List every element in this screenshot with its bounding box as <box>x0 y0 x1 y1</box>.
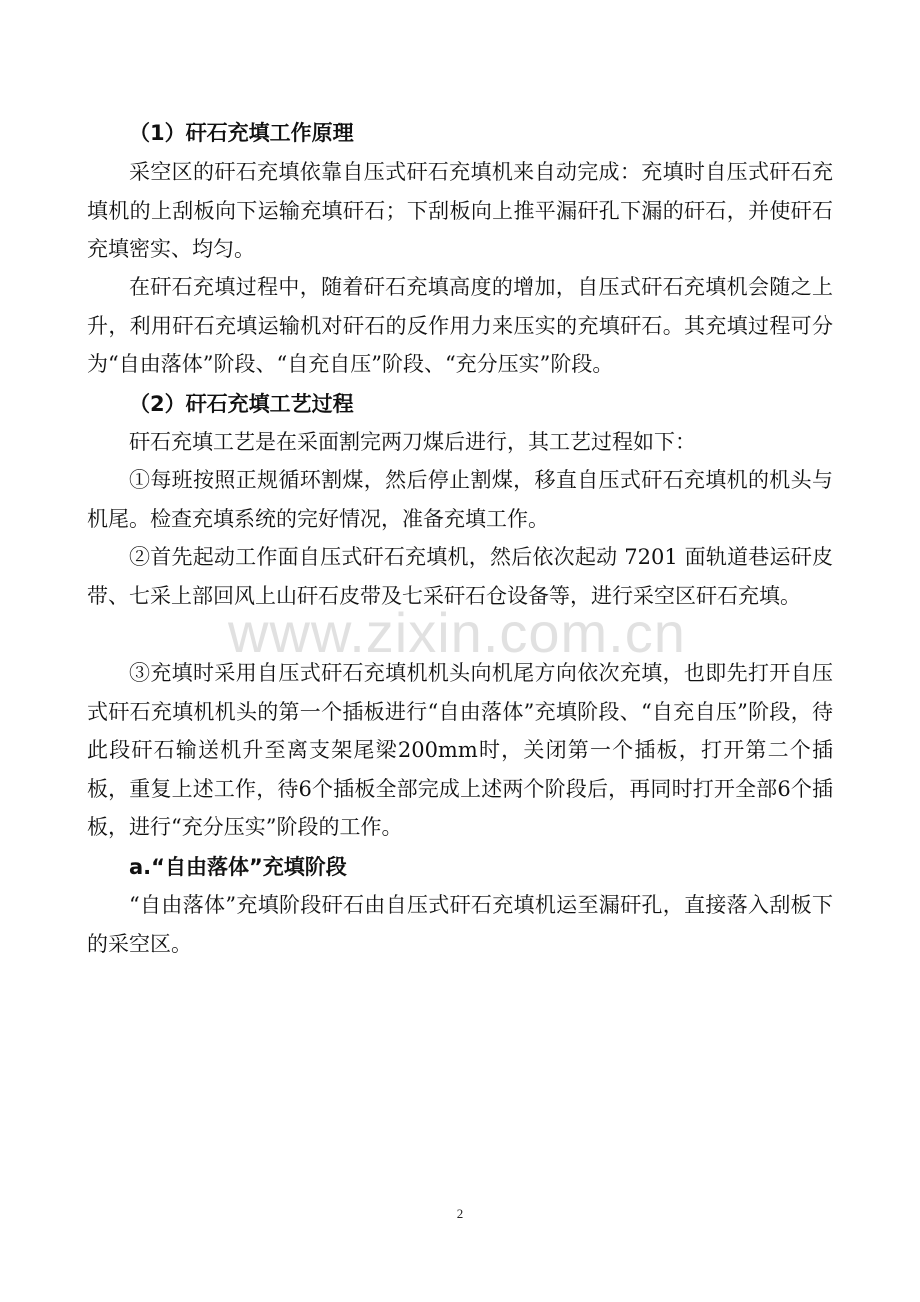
section-heading-3: a.“自由落体”充填阶段 <box>129 855 347 879</box>
page-number: 2 <box>456 1206 464 1221</box>
paragraph-1: 采空区的矸石充填依靠自压式矸石充填机来自动完成：充填时自压式矸石充填机的上刮板向下运输充填矸石；下刮板向上推平漏矸孔下漏的矸石，并使矸石充填密实、均匀。 <box>87 160 833 261</box>
paragraph-3: 矸石充填工艺是在采面割完两刀煤后进行，其工艺过程如下： <box>129 430 696 454</box>
section-heading-1: （1）矸石充填工作原理 <box>129 121 354 145</box>
paragraph-5: ②首先起动工作面自压式矸石充填机，然后依次起动 7201 面轨道巷运矸皮带、七采上部回风上山矸石皮带及七采矸石仓设备等，进行采空区矸石充填。 <box>87 545 833 608</box>
watermark: www.zixin.com.cn <box>228 601 686 664</box>
paragraph-4: ①每班按照正规循环割煤，然后停止割煤，移直自压式矸石充填机的机头与机尾。检查充填系统的完好情况，准备充填工作。 <box>87 468 833 531</box>
paragraph-2: 在矸石充填过程中，随着矸石充填高度的增加，自压式矸石充填机会随之上升，利用矸石充填运输机对矸石的反作用力来压实的充填矸石。其充填过程可分为“自由落体”阶段、“自充自压”阶段、“充分压实”阶段。 <box>87 275 833 376</box>
paragraph-6: ③充填时采用自压式矸石充填机机头向机尾方向依次充填，也即先打开自压式矸石充填机机头的第一个插板进行“自由落体”充填阶段、“自充自压”阶段，待此段矸石输送机升至离支架尾梁200mm时，关闭第一个插板，打开第二个插板，重复上述工作，待6个插板全部完成上述两个阶段后，再同时打开全部6个插板，进行“充分压实”阶段的工作。 <box>87 661 833 839</box>
section-heading-2: （2）矸石充填工艺过程 <box>129 392 354 416</box>
paragraph-7: “自由落体”充填阶段矸石由自压式矸石充填机运至漏矸孔，直接落入刮板下的采空区。 <box>87 893 833 956</box>
